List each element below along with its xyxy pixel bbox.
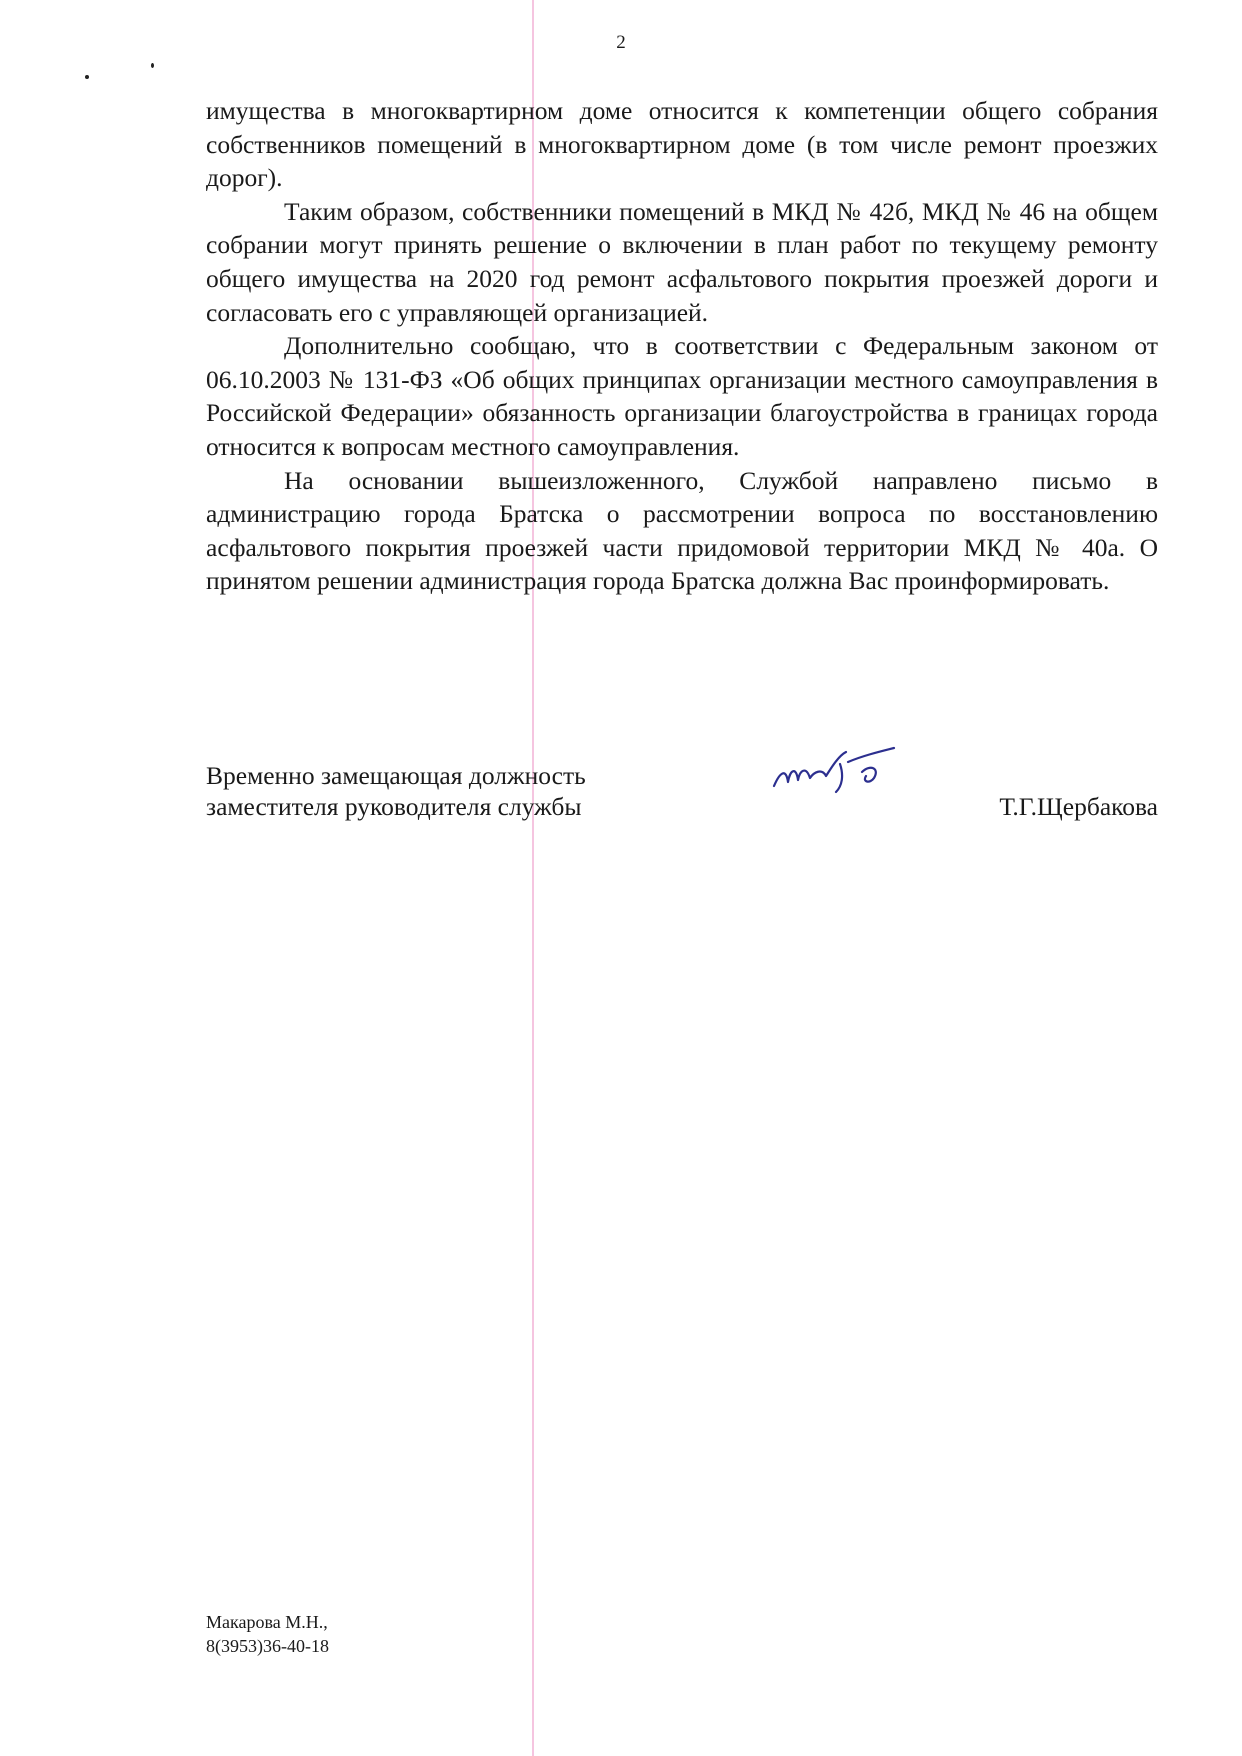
paragraph-action-taken: На основании вышеизложенного, Службой направлено письмо в администрацию города Братска о рассмотрении вопроса по восстановлению асфальтового покрытия проезжей части придомовой территории МКД № 40а. О принятом решении администрация города Братска должна Вас проинформировать. xyxy=(206,465,1158,596)
letter-body xyxy=(206,94,1158,598)
paragraph-federal-law: Дополнительно сообщаю, что в соответствии с Федеральным законом от 06.10.2003 № 131-ФЗ «Об общих принципах организации местного самоуправления в Российской Федерации» обязанность организации благоустройства в границах города относится к вопросам местного самоуправления. xyxy=(206,331,1158,461)
paragraph-conclusion: Таким образом, собственники помещений в МКД № 42б, МКД № 46 на общем собрании могут принять решение о включении в план работ по текущему ремонту общего имущества на 2020 год ремонт асфальтового покрытия проезжей дороги и согласовать его с управляющей организацией. xyxy=(206,196,1158,327)
scan-speck xyxy=(85,75,89,79)
signature-block xyxy=(206,760,1158,822)
executor-phone: 8(3953)36-40-18 xyxy=(206,1636,329,1656)
signer-name: Т.Г.Щербакова xyxy=(999,792,1158,821)
handwritten-signature xyxy=(766,742,906,802)
scan-speck xyxy=(151,63,154,68)
signer-position-line2: заместителя руководителя службы xyxy=(206,792,582,821)
signer-position-line1: Временно замещающая должность xyxy=(206,761,586,790)
page-number: 2 xyxy=(616,32,626,53)
paragraph-continuation: имущества в многоквартирном доме относится к компетенции общего собрания собственников помещений в многоквартирном доме (в том числе ремонт проезжих дорог). xyxy=(206,96,1158,193)
executor-name: Макарова М.Н., xyxy=(206,1612,328,1632)
executor-footer xyxy=(206,1610,329,1658)
